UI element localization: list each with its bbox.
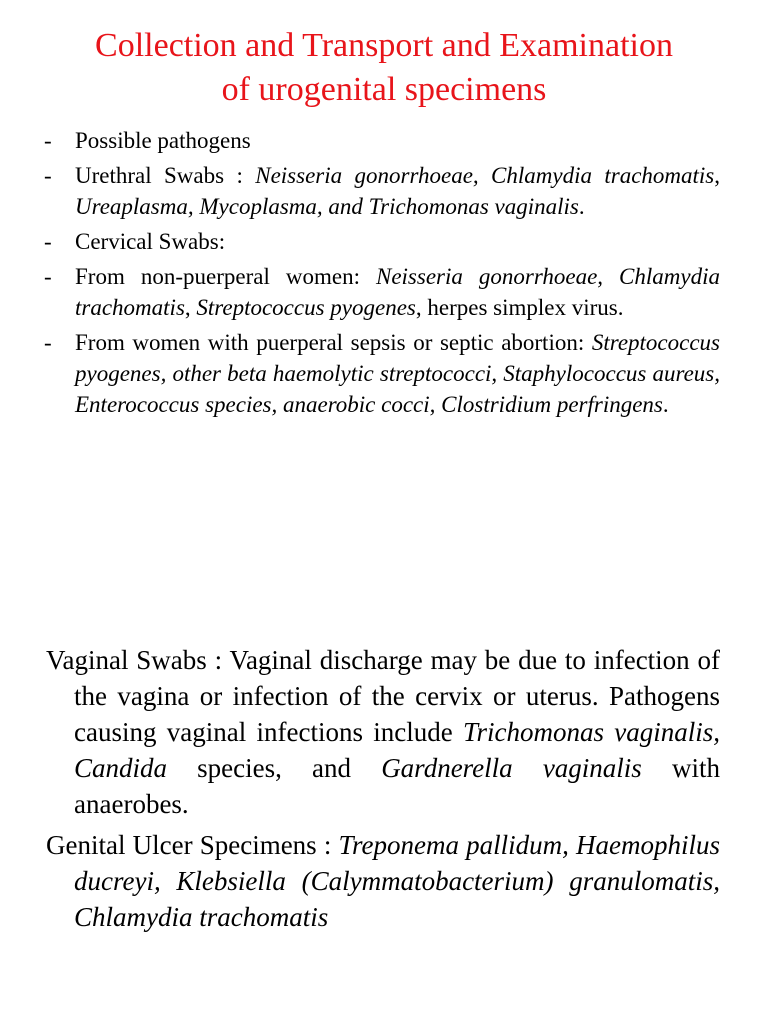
list-item-end: . <box>662 392 669 417</box>
list-item-possible-pathogens <box>44 125 720 156</box>
separator: , <box>714 163 721 188</box>
list-dash: - <box>44 264 52 289</box>
list-item-lead: From women with puerperal sepsis or septic abortion: <box>75 330 592 355</box>
list-dash: - <box>44 229 52 254</box>
list-dash: - <box>44 330 52 355</box>
title-line-2: of urogenital specimens <box>221 71 547 108</box>
organism-names: Ureaplasma, Mycoplasma, and Trichomonas vaginalis <box>75 194 579 219</box>
list-item-lead: From non-puerperal women: <box>75 264 376 289</box>
list-item-urethral-swabs <box>44 160 720 222</box>
list-item-puerperal-sepsis <box>44 327 720 420</box>
list-item-cervical-swabs <box>44 226 720 257</box>
list-dash: - <box>44 163 52 188</box>
paragraph-lead: Vaginal Swabs : Vaginal discharge may be due to infection of the vagina or infection of the cervix or uterus. Pathogens causing vaginal infections include <box>46 645 720 747</box>
list-item-lead: Urethral Swabs : <box>75 163 256 188</box>
list-item-tail: , herpes simplex virus. <box>415 295 624 320</box>
list-item-text: Cervical Swabs: <box>75 229 226 254</box>
paragraph-mid: species, and <box>167 753 382 783</box>
organism-names: Neisseria gonorrhoeae, Chlamydia trachomatis <box>255 163 715 188</box>
paragraph-tail: with anaerobes. <box>74 753 720 819</box>
organism-names: Trichomonas vaginalis, Candida <box>74 717 720 783</box>
slide-title <box>20 24 748 112</box>
vaginal-swabs-paragraph <box>46 642 720 822</box>
organism-names: Streptococcus pyogenes <box>196 295 416 320</box>
list-item-text: Possible pathogens <box>75 128 251 153</box>
title-line-1: Collection and Transport and Examination <box>95 27 673 64</box>
list-item-end: . <box>578 194 585 219</box>
organism-names: Streptococcus pyogenes, other beta haemolytic streptococci, Staphylococcus aureus, Enterococcus species, anaerobic cocci, Clostridium perfringens <box>75 330 720 417</box>
organism-names: Gardnerella vaginalis <box>381 753 642 783</box>
list-dash: - <box>44 128 52 153</box>
genital-ulcer-paragraph <box>46 827 720 935</box>
organism-names: Treponema pallidum, Haemophilus ducreyi, Klebsiella (Calymmatobacterium) granulomatis, Chlamydia trachomatis <box>74 830 720 932</box>
pathogen-list <box>44 125 720 424</box>
separator: , <box>184 295 197 320</box>
paragraph-lead: Genital Ulcer Specimens : <box>46 830 339 860</box>
organism-names: Neisseria gonorrhoeae, Chlamydia trachomatis <box>75 264 720 320</box>
list-item-non-puerperal <box>44 261 720 323</box>
